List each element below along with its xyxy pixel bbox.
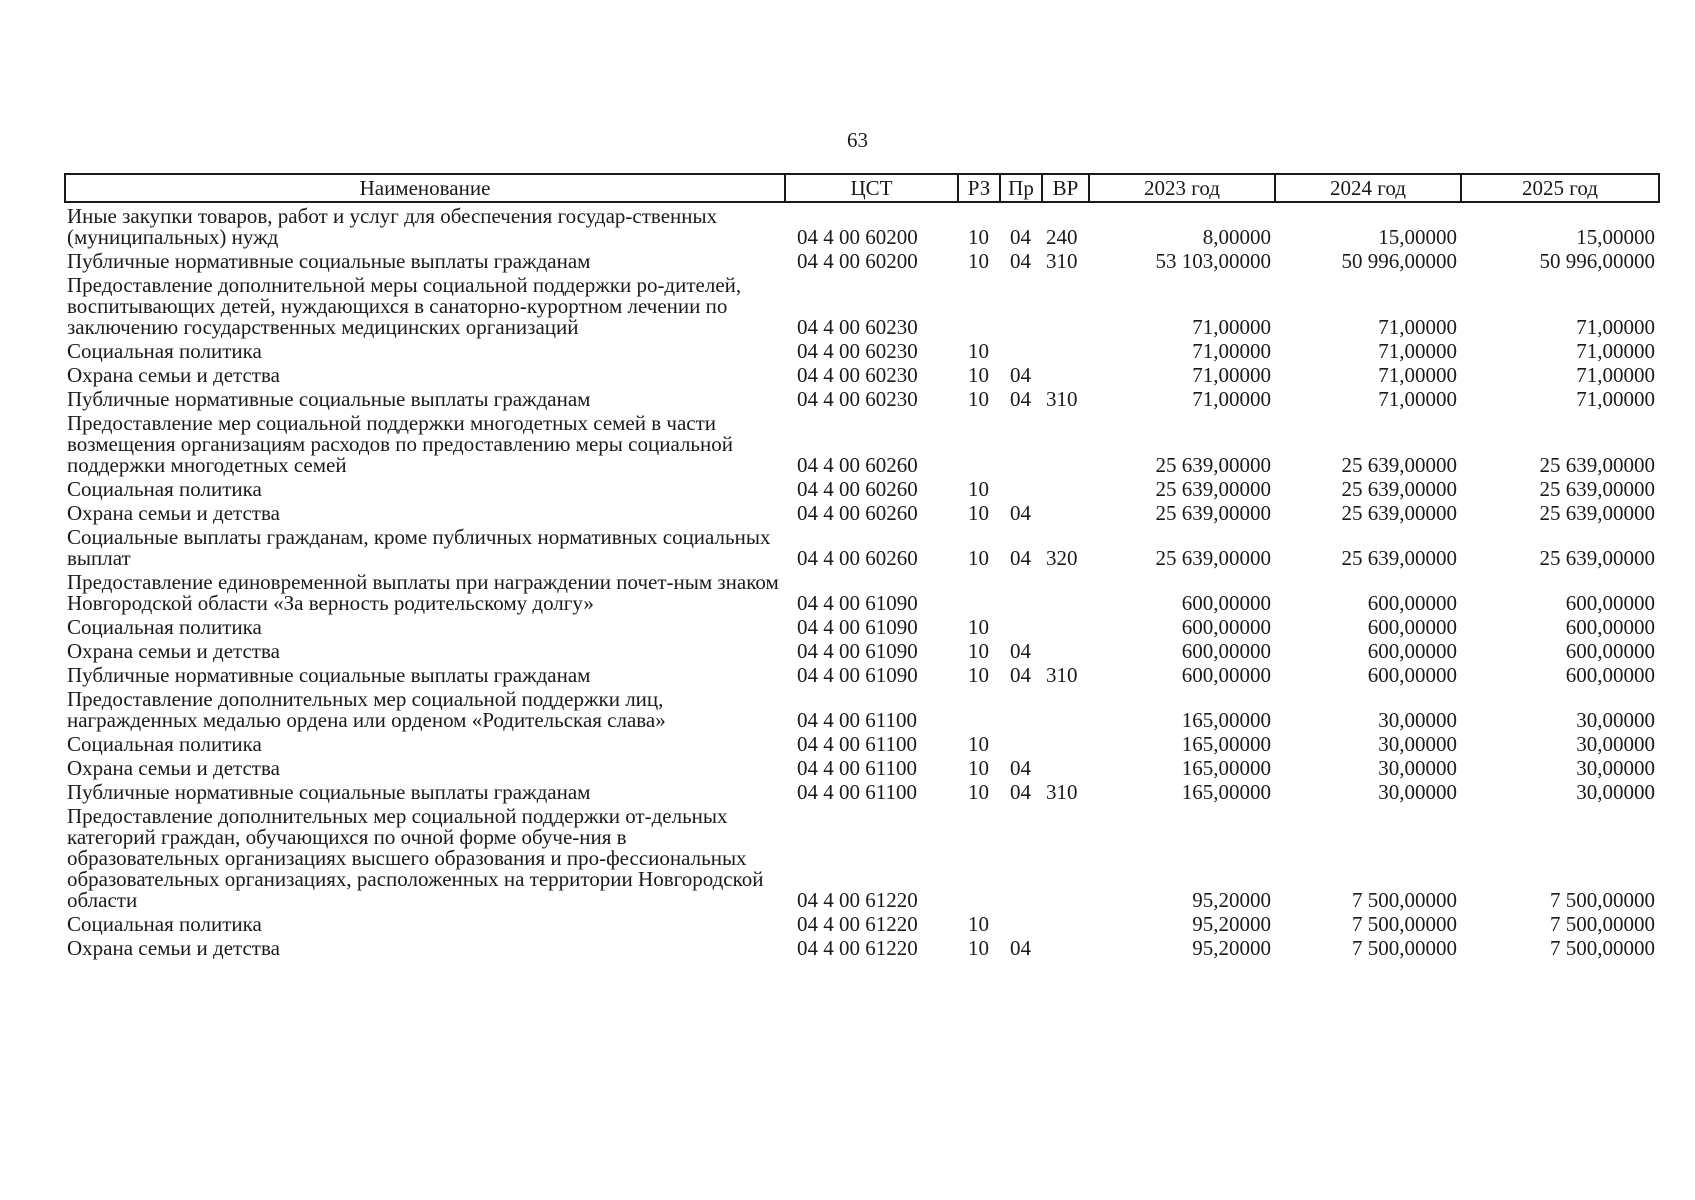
table-row xyxy=(65,911,1659,935)
row-rz xyxy=(958,569,1000,614)
row-rz: 10 xyxy=(968,363,989,387)
row-cst: 04 4 00 60230 xyxy=(797,339,918,363)
table-row xyxy=(65,202,1659,248)
row-name: Предоставление дополнительных мер социальной поддержки лиц, награжденных медалью ордена или орденом «Родительская слава» xyxy=(67,687,666,732)
column-header-2024: 2024 год xyxy=(1275,174,1461,202)
row-value-2023: 25 639,00000 xyxy=(1155,546,1271,570)
table-row xyxy=(65,386,1659,410)
row-pr: 04 xyxy=(1010,780,1031,804)
row-pr: 04 xyxy=(1010,249,1031,273)
row-pr xyxy=(1000,731,1042,755)
table-row xyxy=(65,638,1659,662)
row-rz xyxy=(958,686,1000,731)
row-pr xyxy=(1000,410,1042,476)
row-rz: 10 xyxy=(968,663,989,687)
row-name: Предоставление единовременной выплаты при награждении почет-ным знаком Новгородской области «За верность родительскому долгу» xyxy=(67,570,779,615)
table-row xyxy=(65,755,1659,779)
row-vr xyxy=(1042,614,1089,638)
row-pr: 04 xyxy=(1010,225,1031,249)
row-value-2023: 600,00000 xyxy=(1181,615,1271,639)
row-value-2023: 53 103,00000 xyxy=(1155,249,1271,273)
row-vr: 310 xyxy=(1046,780,1078,804)
row-value-2025: 7 500,00000 xyxy=(1550,936,1655,960)
row-pr: 04 xyxy=(1010,501,1031,525)
row-vr xyxy=(1042,911,1089,935)
row-value-2024: 71,00000 xyxy=(1378,363,1457,387)
row-value-2025: 600,00000 xyxy=(1565,615,1655,639)
row-value-2024: 30,00000 xyxy=(1378,756,1457,780)
row-name: Социальная политика xyxy=(67,339,262,363)
row-name: Публичные нормативные социальные выплаты гражданам xyxy=(67,249,591,273)
row-pr: 04 xyxy=(1010,756,1031,780)
column-header-vr: ВР xyxy=(1042,174,1089,202)
row-name: Социальная политика xyxy=(67,732,262,756)
row-rz: 10 xyxy=(968,936,989,960)
row-vr: 310 xyxy=(1046,387,1078,411)
row-value-2024: 71,00000 xyxy=(1378,315,1457,339)
row-cst: 04 4 00 61100 xyxy=(797,708,917,732)
row-rz xyxy=(958,272,1000,338)
row-vr: 240 xyxy=(1046,225,1078,249)
row-value-2024: 7 500,00000 xyxy=(1352,888,1457,912)
row-name: Предоставление дополнительной меры социальной поддержки ро-дителей, воспитывающих детей, нуждающихся в санаторно-курортном лечении по заключению государственных медицинских организаций xyxy=(67,273,742,339)
row-value-2025: 600,00000 xyxy=(1565,639,1655,663)
row-rz xyxy=(958,803,1000,911)
row-cst: 04 4 00 60200 xyxy=(797,249,918,273)
row-value-2024: 600,00000 xyxy=(1367,663,1457,687)
table-row xyxy=(65,500,1659,524)
row-value-2025: 30,00000 xyxy=(1576,780,1655,804)
row-vr xyxy=(1042,755,1089,779)
column-header-2025: 2025 год xyxy=(1461,174,1659,202)
row-pr xyxy=(1000,803,1042,911)
table-row xyxy=(65,410,1659,476)
row-rz: 10 xyxy=(968,249,989,273)
row-value-2025: 25 639,00000 xyxy=(1539,501,1655,525)
column-header-name: Наименование xyxy=(65,174,785,202)
row-value-2024: 50 996,00000 xyxy=(1341,249,1457,273)
row-value-2024: 600,00000 xyxy=(1367,639,1457,663)
row-cst: 04 4 00 60230 xyxy=(797,315,918,339)
row-name: Социальная политика xyxy=(67,912,262,936)
row-rz: 10 xyxy=(968,501,989,525)
row-name: Публичные нормативные социальные выплаты гражданам xyxy=(67,663,591,687)
row-vr xyxy=(1042,935,1089,959)
row-name: Предоставление мер социальной поддержки многодетных семей в части возмещения организациям расходов по предоставлению меры социальной поддержки многодетных семей xyxy=(67,411,733,477)
row-pr xyxy=(1000,911,1042,935)
row-pr: 04 xyxy=(1010,387,1031,411)
row-value-2024: 7 500,00000 xyxy=(1352,912,1457,936)
row-vr: 310 xyxy=(1046,249,1078,273)
row-value-2023: 25 639,00000 xyxy=(1155,453,1271,477)
row-name: Охрана семьи и детства xyxy=(67,756,280,780)
row-rz: 10 xyxy=(968,780,989,804)
row-value-2024: 30,00000 xyxy=(1378,780,1457,804)
row-value-2025: 600,00000 xyxy=(1565,591,1655,615)
table-row xyxy=(65,362,1659,386)
table-row xyxy=(65,779,1659,803)
row-vr xyxy=(1042,476,1089,500)
row-pr xyxy=(1000,614,1042,638)
table-row xyxy=(65,476,1659,500)
row-name: Социальная политика xyxy=(67,615,262,639)
row-name: Охрана семьи и детства xyxy=(67,501,280,525)
row-name: Социальные выплаты гражданам, кроме публичных нормативных социальных выплат xyxy=(67,525,771,570)
row-value-2025: 71,00000 xyxy=(1576,315,1655,339)
row-vr xyxy=(1042,338,1089,362)
row-name: Публичные нормативные социальные выплаты гражданам xyxy=(67,387,591,411)
row-name: Публичные нормативные социальные выплаты гражданам xyxy=(67,780,591,804)
row-value-2023: 71,00000 xyxy=(1192,339,1271,363)
row-rz: 10 xyxy=(968,339,989,363)
row-value-2023: 600,00000 xyxy=(1181,591,1271,615)
row-vr: 310 xyxy=(1046,663,1078,687)
row-cst: 04 4 00 60260 xyxy=(797,477,918,501)
column-header-pr: Пр xyxy=(1000,174,1042,202)
row-name: Предоставление дополнительных мер социальной поддержки от-дельных категорий граждан, обучающихся по очной форме обуче-ния в образовательных организациях высшего образования и про-фессиональных образовательных организациях, расположенных на территории Новгородской области xyxy=(67,804,764,912)
row-vr xyxy=(1042,410,1089,476)
table-row xyxy=(65,803,1659,911)
row-vr xyxy=(1042,638,1089,662)
row-pr: 04 xyxy=(1010,546,1031,570)
row-value-2023: 95,20000 xyxy=(1192,912,1271,936)
table-row xyxy=(65,935,1659,959)
row-cst: 04 4 00 60260 xyxy=(797,501,918,525)
row-value-2025: 25 639,00000 xyxy=(1539,546,1655,570)
row-value-2025: 30,00000 xyxy=(1576,732,1655,756)
row-value-2024: 15,00000 xyxy=(1378,225,1457,249)
table-row xyxy=(65,614,1659,638)
row-value-2025: 50 996,00000 xyxy=(1539,249,1655,273)
table-row xyxy=(65,272,1659,338)
row-value-2025: 600,00000 xyxy=(1565,663,1655,687)
row-value-2023: 95,20000 xyxy=(1192,888,1271,912)
table-row xyxy=(65,662,1659,686)
table-row xyxy=(65,524,1659,569)
table-row xyxy=(65,248,1659,272)
row-name: Охрана семьи и детства xyxy=(67,363,280,387)
row-vr xyxy=(1042,803,1089,911)
row-rz: 10 xyxy=(968,546,989,570)
row-value-2025: 30,00000 xyxy=(1576,708,1655,732)
row-vr: 320 xyxy=(1046,546,1078,570)
row-value-2023: 600,00000 xyxy=(1181,663,1271,687)
row-pr xyxy=(1000,686,1042,731)
row-cst: 04 4 00 61100 xyxy=(797,756,917,780)
row-rz: 10 xyxy=(968,615,989,639)
row-value-2025: 7 500,00000 xyxy=(1550,888,1655,912)
row-pr: 04 xyxy=(1010,936,1031,960)
table-row xyxy=(65,731,1659,755)
row-name: Социальная политика xyxy=(67,477,262,501)
row-value-2023: 165,00000 xyxy=(1181,732,1271,756)
row-pr xyxy=(1000,272,1042,338)
row-value-2023: 165,00000 xyxy=(1181,756,1271,780)
budget-table xyxy=(64,173,1660,959)
row-cst: 04 4 00 61100 xyxy=(797,732,917,756)
row-rz: 10 xyxy=(968,225,989,249)
row-pr: 04 xyxy=(1010,639,1031,663)
row-cst: 04 4 00 60200 xyxy=(797,225,918,249)
row-vr xyxy=(1042,569,1089,614)
row-value-2024: 25 639,00000 xyxy=(1341,501,1457,525)
row-cst: 04 4 00 60230 xyxy=(797,363,918,387)
row-value-2025: 71,00000 xyxy=(1576,387,1655,411)
row-value-2024: 30,00000 xyxy=(1378,732,1457,756)
row-value-2023: 25 639,00000 xyxy=(1155,501,1271,525)
row-pr xyxy=(1000,476,1042,500)
row-name: Охрана семьи и детства xyxy=(67,639,280,663)
row-vr xyxy=(1042,500,1089,524)
row-rz: 10 xyxy=(968,477,989,501)
row-cst: 04 4 00 60260 xyxy=(797,453,918,477)
row-rz: 10 xyxy=(968,732,989,756)
table-row xyxy=(65,569,1659,614)
row-value-2025: 25 639,00000 xyxy=(1539,453,1655,477)
row-pr xyxy=(1000,569,1042,614)
column-header-rz: РЗ xyxy=(958,174,1000,202)
row-value-2024: 30,00000 xyxy=(1378,708,1457,732)
row-value-2024: 25 639,00000 xyxy=(1341,453,1457,477)
row-vr xyxy=(1042,272,1089,338)
row-cst: 04 4 00 61090 xyxy=(797,663,918,687)
row-value-2024: 25 639,00000 xyxy=(1341,477,1457,501)
row-value-2025: 71,00000 xyxy=(1576,339,1655,363)
row-rz: 10 xyxy=(968,639,989,663)
row-value-2023: 71,00000 xyxy=(1192,387,1271,411)
row-rz: 10 xyxy=(968,912,989,936)
row-cst: 04 4 00 60230 xyxy=(797,387,918,411)
column-header-cst: ЦСТ xyxy=(785,174,958,202)
row-value-2024: 25 639,00000 xyxy=(1341,546,1457,570)
row-pr xyxy=(1000,338,1042,362)
table-body xyxy=(65,202,1659,959)
column-header-2023: 2023 год xyxy=(1089,174,1275,202)
row-value-2024: 71,00000 xyxy=(1378,387,1457,411)
row-cst: 04 4 00 61100 xyxy=(797,780,917,804)
row-value-2024: 600,00000 xyxy=(1367,615,1457,639)
row-vr xyxy=(1042,362,1089,386)
row-value-2023: 165,00000 xyxy=(1181,780,1271,804)
row-value-2024: 71,00000 xyxy=(1378,339,1457,363)
row-name: Иные закупки товаров, работ и услуг для обеспечения государ-ственных (муниципальных) нужд xyxy=(67,204,718,249)
row-value-2023: 71,00000 xyxy=(1192,363,1271,387)
row-cst: 04 4 00 60260 xyxy=(797,546,918,570)
row-name: Охрана семьи и детства xyxy=(67,936,280,960)
row-value-2025: 25 639,00000 xyxy=(1539,477,1655,501)
row-cst: 04 4 00 61090 xyxy=(797,591,918,615)
row-pr: 04 xyxy=(1010,663,1031,687)
row-cst: 04 4 00 61220 xyxy=(797,936,918,960)
table-row xyxy=(65,338,1659,362)
row-value-2025: 30,00000 xyxy=(1576,756,1655,780)
table-row xyxy=(65,686,1659,731)
row-value-2023: 95,20000 xyxy=(1192,936,1271,960)
row-rz: 10 xyxy=(968,756,989,780)
row-pr: 04 xyxy=(1010,363,1031,387)
row-value-2023: 165,00000 xyxy=(1181,708,1271,732)
row-cst: 04 4 00 61090 xyxy=(797,615,918,639)
row-cst: 04 4 00 61220 xyxy=(797,888,918,912)
row-cst: 04 4 00 61090 xyxy=(797,639,918,663)
page-number: 63 xyxy=(847,128,868,152)
row-value-2023: 8,00000 xyxy=(1202,225,1271,249)
row-cst: 04 4 00 61220 xyxy=(797,912,918,936)
row-value-2024: 7 500,00000 xyxy=(1352,936,1457,960)
row-rz xyxy=(958,410,1000,476)
row-value-2025: 7 500,00000 xyxy=(1550,912,1655,936)
row-value-2025: 15,00000 xyxy=(1576,225,1655,249)
row-value-2024: 600,00000 xyxy=(1367,591,1457,615)
row-value-2023: 71,00000 xyxy=(1192,315,1271,339)
row-vr xyxy=(1042,686,1089,731)
table-header xyxy=(65,174,1659,202)
row-rz: 10 xyxy=(968,387,989,411)
row-value-2025: 71,00000 xyxy=(1576,363,1655,387)
row-value-2023: 25 639,00000 xyxy=(1155,477,1271,501)
row-value-2023: 600,00000 xyxy=(1181,639,1271,663)
row-vr xyxy=(1042,731,1089,755)
